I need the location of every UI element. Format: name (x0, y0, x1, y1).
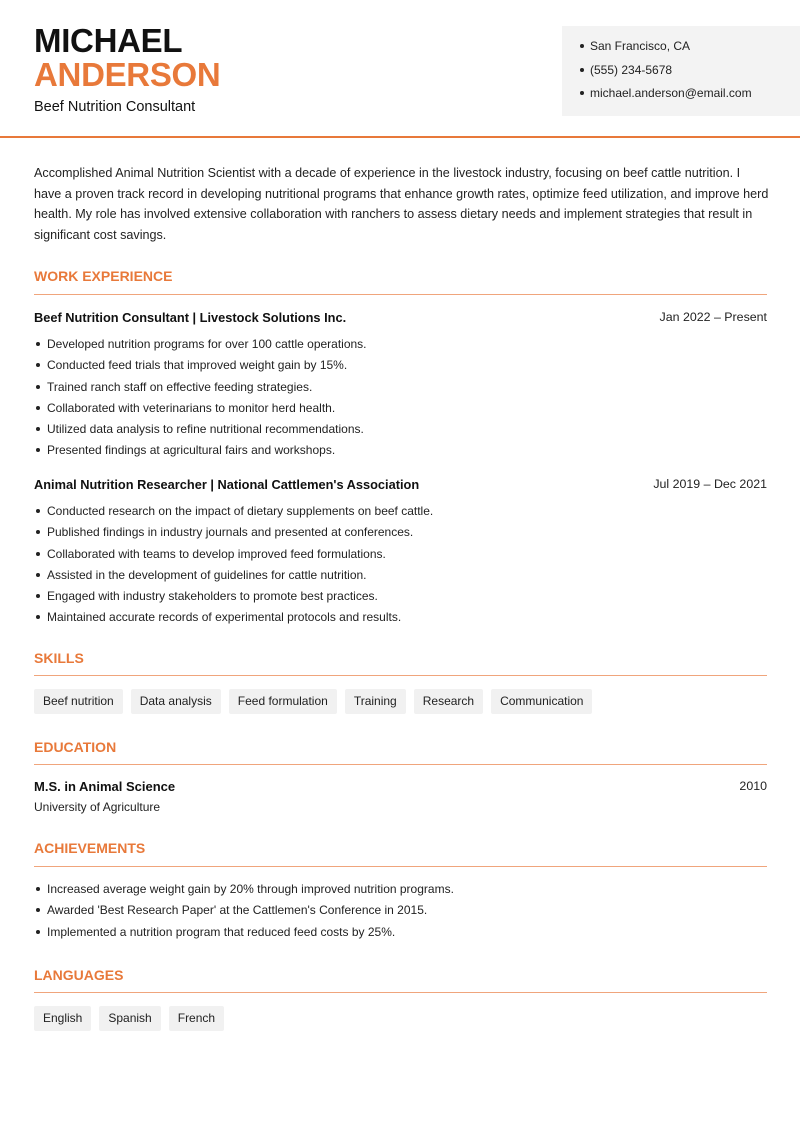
list-item: Presented findings at agricultural fairs and workshops. (34, 442, 767, 463)
job-dates: Jan 2022 – Present (659, 310, 767, 324)
job-dates: Jul 2019 – Dec 2021 (653, 477, 767, 491)
section-title-work: WORK EXPERIENCE (34, 268, 173, 284)
job-bullets (34, 503, 767, 631)
contact-email: michael.anderson@email.com (580, 85, 800, 109)
education-year: 2010 (739, 779, 767, 793)
job-header (34, 477, 767, 492)
contact-location: San Francisco, CA (580, 38, 800, 62)
section-title-education: EDUCATION (34, 739, 117, 755)
section-divider (34, 675, 767, 676)
job-header (34, 310, 767, 325)
first-name: MICHAEL (34, 22, 183, 59)
section-divider (34, 764, 767, 765)
language-tag: Spanish (99, 1006, 160, 1031)
summary-paragraph: Accomplished Animal Nutrition Scientist with a decade of experience in the livestock industry, focusing on beef cattle nutrition. I have a proven track record in developing nutritional programs that enhance growth rates, optimize feed utilization, and improve herd health. My role has involved extensive collaboration with ranchers to assess dietary needs and implement strategies that result in significant cost savings. (34, 166, 769, 242)
language-tags (34, 1006, 224, 1031)
list-item: Maintained accurate records of experimental protocols and results. (34, 609, 767, 630)
section-title-achievements: ACHIEVEMENTS (34, 840, 146, 856)
skill-tag: Research (414, 689, 483, 714)
resume-header (0, 0, 800, 138)
job-role: Beef Nutrition Consultant | Livestock Solutions Inc. (34, 310, 347, 325)
achievements-list (34, 881, 767, 945)
list-item: Assisted in the development of guidelines for cattle nutrition. (34, 567, 767, 588)
education-school: University of Agriculture (34, 800, 161, 814)
section-title-skills: SKILLS (34, 650, 84, 666)
skill-tag: Feed formulation (229, 689, 337, 714)
list-item: Trained ranch staff on effective feeding strategies. (34, 379, 767, 400)
list-item: Utilized data analysis to refine nutritional recommendations. (34, 421, 767, 442)
skill-tag: Data analysis (131, 689, 221, 714)
section-divider (34, 866, 767, 867)
education-degree: M.S. in Animal Science (34, 779, 176, 794)
list-item: Engaged with industry stakeholders to promote best practices. (34, 588, 767, 609)
list-item: Conducted feed trials that improved weight gain by 15%. (34, 357, 767, 378)
last-name: ANDERSON (34, 56, 221, 93)
contact-box (562, 26, 800, 116)
contact-list (580, 38, 800, 109)
skill-tag: Training (345, 689, 406, 714)
list-item: Increased average weight gain by 20% through improved nutrition programs. (34, 881, 767, 902)
list-item: Implemented a nutrition program that reduced feed costs by 25%. (34, 924, 767, 945)
job-title: Beef Nutrition Consultant (34, 99, 196, 115)
list-item: Conducted research on the impact of dietary supplements on beef cattle. (34, 503, 767, 524)
job-bullets (34, 336, 767, 464)
language-tag: French (169, 1006, 224, 1031)
section-divider (34, 294, 767, 295)
list-item: Published findings in industry journals and presented at conferences. (34, 524, 767, 545)
list-item: Collaborated with teams to develop improved feed formulations. (34, 546, 767, 567)
skill-tag: Communication (491, 689, 592, 714)
list-item: Developed nutrition programs for over 100 cattle operations. (34, 336, 767, 357)
section-divider (34, 992, 767, 993)
contact-phone: (555) 234-5678 (580, 62, 800, 86)
section-title-languages: LANGUAGES (34, 967, 124, 983)
list-item: Awarded 'Best Research Paper' at the Cattlemen's Conference in 2015. (34, 902, 767, 923)
skill-tag: Beef nutrition (34, 689, 123, 714)
list-item: Collaborated with veterinarians to monitor herd health. (34, 400, 767, 421)
skills-tags (34, 689, 592, 714)
job-role: Animal Nutrition Researcher | National Cattlemen's Association (34, 477, 420, 492)
language-tag: English (34, 1006, 91, 1031)
